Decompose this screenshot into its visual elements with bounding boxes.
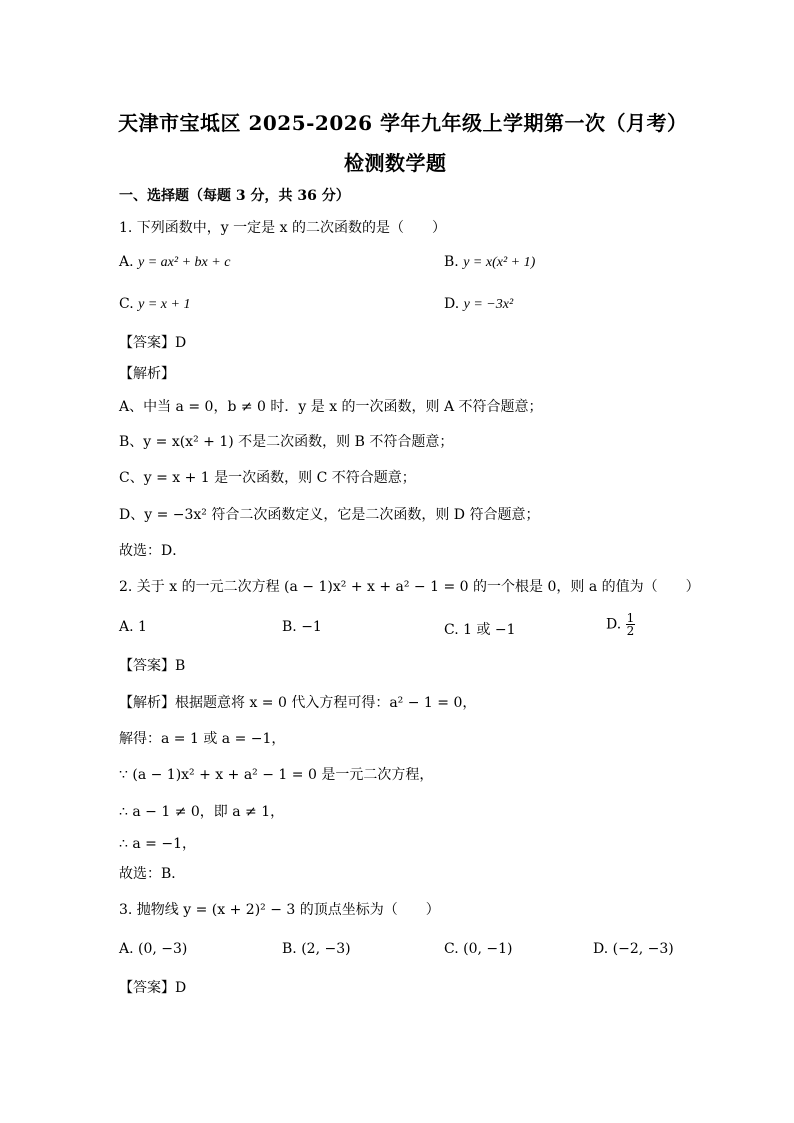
option-expr: 1 (138, 619, 147, 635)
question-2-analysis-line: 故选：B． (119, 866, 186, 882)
question-2-option-a (119, 619, 147, 635)
option-label: C. (444, 941, 459, 957)
option-expr: (0, −3) (138, 941, 188, 957)
question-1-option-c (119, 296, 190, 313)
question-2-answer: 【答案】B (119, 658, 186, 674)
option-label: C. (444, 622, 459, 638)
question-2-analysis-line: 解得：a = 1 或 a = −1， (119, 731, 286, 747)
option-label: B. (282, 619, 297, 635)
question-2-stem: 2. 关于 x 的一元二次方程 (a − 1)x² + x + a² − 1 = 0 的一个根是 0，则 a 的值为（ ） (119, 579, 700, 595)
option-label: D. (593, 941, 609, 957)
question-3-stem: 3. 抛物线 y = (x + 2)² − 3 的顶点坐标为（ ） (119, 902, 440, 918)
question-1-option-a (119, 254, 230, 271)
option-label: A. (119, 619, 134, 635)
document-title-line1: 天津市宝坻区 2025-2026 学年九年级上学期第一次（月考） (118, 111, 688, 135)
question-2-option-c (444, 619, 516, 639)
question-1-analysis-line: 故选：D． (119, 543, 187, 559)
question-1-analysis-title: 【解析】 (119, 366, 175, 382)
section-heading: 一、选择题（每题 3 分，共 36 分） (119, 188, 350, 204)
option-label: A. (119, 254, 134, 270)
option-expr: y = x(x² + 1) (463, 255, 536, 270)
question-1-analysis-line: C、y = x + 1 是一次函数，则 C 不符合题意； (119, 470, 416, 486)
option-expr: (0, −1) (463, 941, 513, 957)
option-label: B. (444, 254, 459, 270)
question-1-analysis-line: B、y = x(x² + 1) 不是二次函数，则 B 不符合题意； (119, 434, 454, 450)
question-1-option-b (444, 254, 535, 271)
question-1-analysis-line: D、y = −3x² 符合二次函数定义，它是二次函数，则 D 符合题意； (119, 507, 540, 523)
question-3-option-a (119, 941, 187, 957)
option-expr: −1 (301, 619, 322, 635)
question-3-option-b (282, 941, 351, 957)
question-3-option-d (593, 941, 674, 957)
option-expr: (2, −3) (301, 941, 351, 957)
option-label: D. (606, 616, 622, 633)
option-label: B. (282, 941, 297, 957)
option-expr: y = x + 1 (138, 297, 191, 312)
question-2-analysis-line: 【解析】根据题意将 x = 0 代入方程可得：a² − 1 = 0， (119, 695, 477, 711)
question-1-analysis-line: A、中当 a = 0，b ≠ 0 时．y 是 x 的一次函数，则 A 不符合题意； (119, 399, 543, 415)
option-expr: y = ax² + bx + c (138, 255, 231, 270)
question-2-analysis-line: ∴ a = −1， (119, 836, 196, 852)
option-expr: y = −3x² (463, 297, 514, 312)
question-1-answer: 【答案】D (119, 335, 187, 351)
question-2-analysis-line: ∴ a − 1 ≠ 0，即 a ≠ 1， (119, 804, 285, 820)
option-label: C. (119, 296, 134, 312)
question-1-option-d (444, 296, 513, 313)
option-label: D. (444, 296, 460, 312)
question-1-stem: 1. 下列函数中，y 一定是 x 的二次函数的是（ ） (119, 220, 446, 236)
option-expr: (−2, −3) (612, 941, 674, 957)
document-title-line2: 检测数学题 (344, 151, 447, 175)
option-label: A. (119, 941, 134, 957)
fraction-one-half: $\frac{1}{2}$ (626, 611, 635, 638)
question-3-option-c (444, 941, 513, 957)
option-expr: 1 或 −1 (463, 622, 516, 638)
question-2-option-d (606, 612, 635, 637)
question-2-option-b (282, 619, 322, 635)
question-2-analysis-line: ∵ (a − 1)x² + x + a² − 1 = 0 是一元二次方程， (119, 767, 434, 783)
question-3-answer: 【答案】D (119, 980, 187, 996)
